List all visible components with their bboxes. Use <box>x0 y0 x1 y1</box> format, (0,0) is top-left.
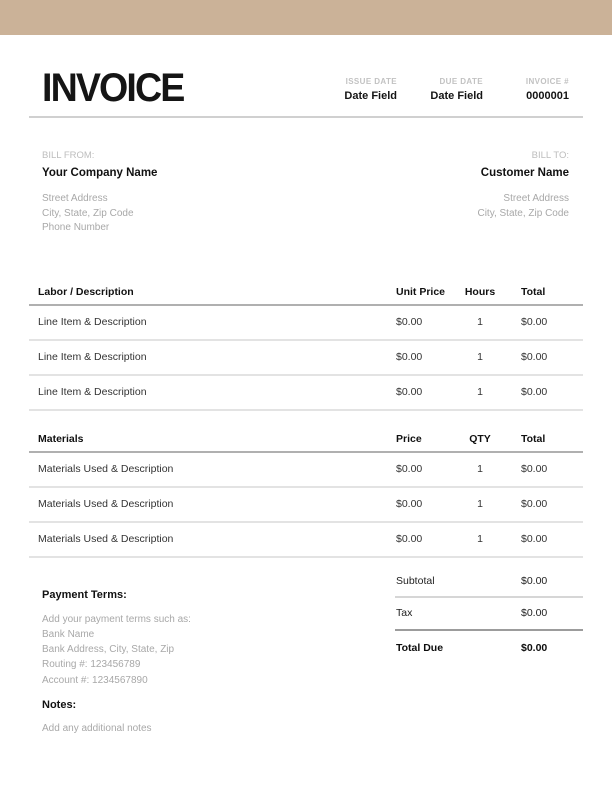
labor-row-hours[interactable]: 1 <box>477 316 483 328</box>
bill-from-label: BILL FROM: <box>42 150 95 161</box>
materials-header-price: Price <box>396 432 422 445</box>
bottom-section <box>42 566 583 734</box>
labor-row-total[interactable]: $0.00 <box>521 351 548 363</box>
materials-header-description: Materials <box>38 432 84 445</box>
billing-section <box>0 118 612 236</box>
labor-header-total: Total <box>521 285 546 298</box>
materials-row-qty[interactable]: 1 <box>477 498 483 510</box>
payment-terms-line[interactable]: Add your payment terms such as: <box>42 613 191 625</box>
materials-row-qty[interactable]: 1 <box>477 463 483 475</box>
labor-row-hours[interactable]: 1 <box>477 351 483 363</box>
bill-to-street[interactable]: Street Address <box>503 193 569 204</box>
subtotal-value: $0.00 <box>521 574 548 587</box>
invoice-number-field <box>513 77 569 102</box>
bill-from-phone[interactable]: Phone Number <box>42 222 110 233</box>
subtotal-label: Subtotal <box>396 574 435 587</box>
payment-terms-account[interactable]: Account #: 1234567890 <box>42 674 148 686</box>
top-accent-bar <box>0 0 612 35</box>
payment-terms-heading: Payment Terms: <box>42 588 127 601</box>
issue-date-value[interactable]: Date Field <box>344 90 397 102</box>
tax-row <box>395 598 583 631</box>
labor-table-header <box>29 280 583 306</box>
payment-terms-bank-address[interactable]: Bank Address, City, State, Zip <box>42 644 175 656</box>
notes-heading: Notes: <box>42 698 77 711</box>
labor-header-description: Labor / Description <box>38 285 134 298</box>
materials-row-price[interactable]: $0.00 <box>396 533 423 545</box>
materials-row-total[interactable]: $0.00 <box>521 498 548 510</box>
invoice-meta <box>341 77 569 108</box>
total-due-value: $0.00 <box>521 641 548 654</box>
materials-row-total[interactable]: $0.00 <box>521 463 548 475</box>
labor-row-description[interactable]: Line Item & Description <box>38 316 147 328</box>
due-date-label: DUE DATE <box>439 77 483 86</box>
total-due-row <box>395 631 583 665</box>
issue-date-field <box>341 77 397 102</box>
materials-row-total[interactable]: $0.00 <box>521 533 548 545</box>
tax-label: Tax <box>396 607 413 619</box>
labor-row-unit-price[interactable]: $0.00 <box>396 316 423 328</box>
labor-row-description[interactable]: Line Item & Description <box>38 351 147 363</box>
labor-row-total[interactable]: $0.00 <box>521 386 548 398</box>
bill-from-section <box>42 150 279 236</box>
table-row <box>29 306 583 341</box>
table-row <box>29 376 583 411</box>
materials-row-description[interactable]: Materials Used & Description <box>38 463 174 475</box>
labor-header-unit-price: Unit Price <box>396 285 446 298</box>
table-row <box>29 453 583 488</box>
bill-to-section <box>332 150 569 236</box>
labor-row-unit-price[interactable]: $0.00 <box>396 386 423 398</box>
total-due-label: Total Due <box>396 641 444 654</box>
payment-terms-bank-name[interactable]: Bank Name <box>42 628 95 640</box>
labor-row-total[interactable]: $0.00 <box>521 316 548 328</box>
materials-row-price[interactable]: $0.00 <box>396 498 423 510</box>
materials-table-header <box>29 427 583 453</box>
table-row <box>29 341 583 376</box>
bill-from-city[interactable]: City, State, Zip Code <box>42 207 134 219</box>
notes-placeholder[interactable]: Add any additional notes <box>42 722 152 734</box>
bill-to-name[interactable]: Customer Name <box>480 167 569 179</box>
materials-row-description[interactable]: Materials Used & Description <box>38 533 174 545</box>
materials-header-total: Total <box>521 432 546 445</box>
bill-to-city[interactable]: City, State, Zip Code <box>477 207 569 219</box>
table-row <box>29 488 583 523</box>
payment-terms-routing[interactable]: Routing #: 123456789 <box>42 659 141 671</box>
invoice-number-value[interactable]: 0000001 <box>526 90 569 102</box>
bill-from-name[interactable]: Your Company Name <box>42 167 158 179</box>
due-date-value[interactable]: Date Field <box>430 90 483 102</box>
invoice-header <box>0 35 612 108</box>
bill-to-label: BILL TO: <box>531 150 569 161</box>
bill-from-street[interactable]: Street Address <box>42 193 108 204</box>
subtotal-row <box>395 566 583 598</box>
materials-row-price[interactable]: $0.00 <box>396 463 423 475</box>
labor-row-description[interactable]: Line Item & Description <box>38 386 147 398</box>
tax-value[interactable]: $0.00 <box>521 607 548 619</box>
due-date-field <box>427 77 483 102</box>
invoice-title: INVOICE <box>42 66 184 110</box>
invoice-number-label: INVOICE # <box>525 77 569 86</box>
labor-table <box>29 280 583 411</box>
labor-row-hours[interactable]: 1 <box>477 386 483 398</box>
materials-row-qty[interactable]: 1 <box>477 533 483 545</box>
issue-date-label: ISSUE DATE <box>345 77 397 86</box>
payment-terms-section <box>42 566 342 734</box>
materials-table <box>29 427 583 558</box>
labor-header-hours: Hours <box>464 285 496 298</box>
materials-header-qty: QTY <box>469 432 491 445</box>
table-row <box>29 523 583 558</box>
totals-summary <box>395 566 583 665</box>
materials-row-description[interactable]: Materials Used & Description <box>38 498 174 510</box>
labor-row-unit-price[interactable]: $0.00 <box>396 351 423 363</box>
